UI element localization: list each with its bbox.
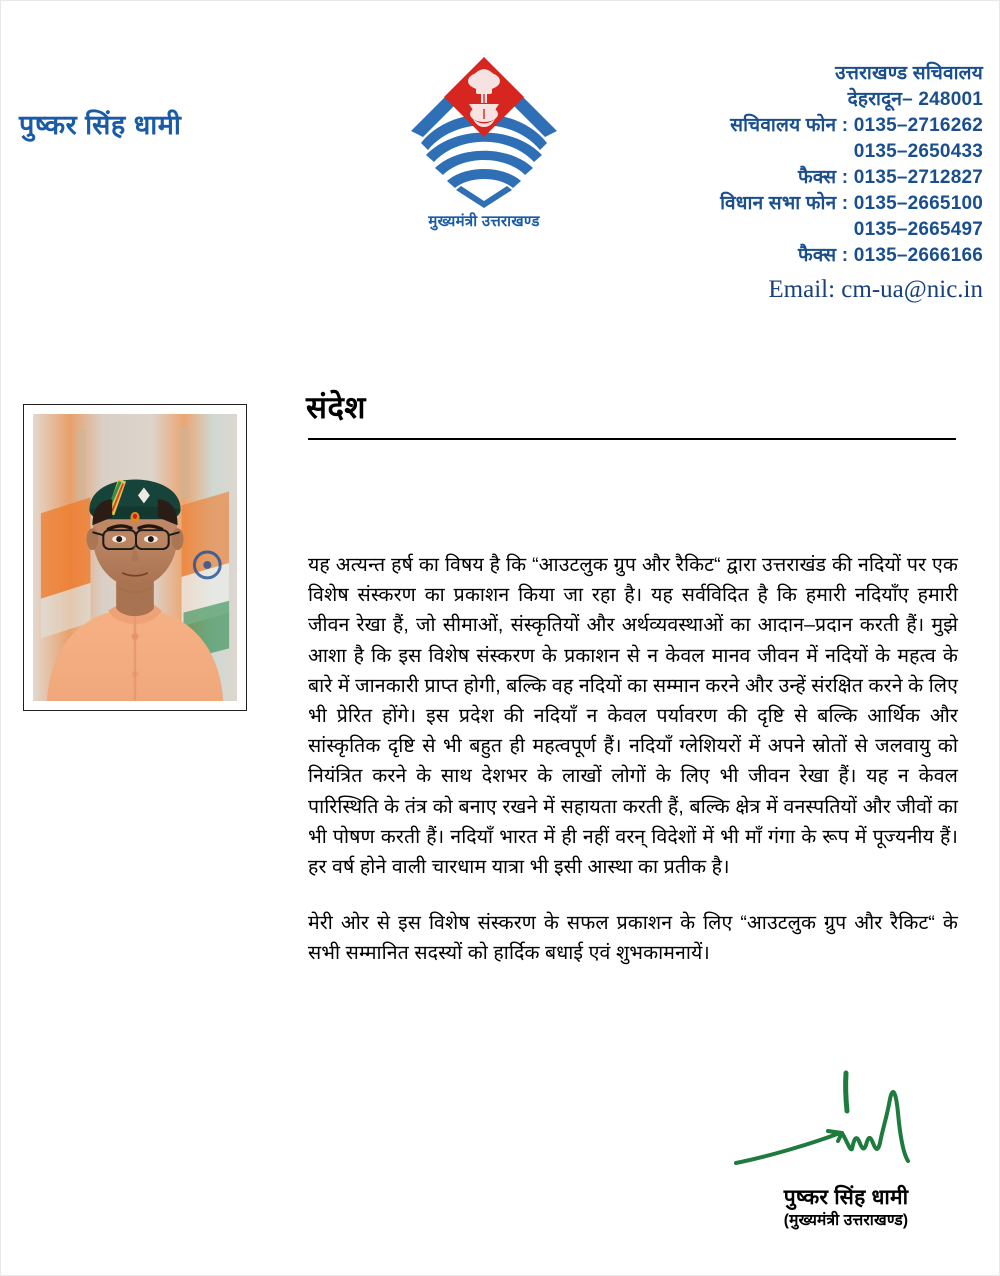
heading-divider: [308, 438, 956, 440]
contact-email[interactable]: Email: cm-ua@nic.in: [768, 276, 983, 303]
signature-block: [701, 1069, 991, 1231]
message-heading: संदेश: [306, 390, 366, 425]
contact-assembly-phone-2: 0135–2665497: [853, 219, 983, 240]
portrait-frame: [23, 404, 247, 711]
signatory-name: पुष्कर सिंह धामी: [783, 1186, 909, 1209]
contact-fax-1: फैक्स : 0135–2712827: [797, 167, 983, 188]
contact-block: [583, 61, 983, 307]
emblem-block: [389, 49, 579, 231]
contact-fax-2: फैक्स : 0135–2666166: [797, 245, 983, 266]
letterhead-header: [1, 1, 1000, 331]
contact-secretariat-phone: सचिवालय फोन : 0135–2716262: [730, 115, 983, 136]
contact-secretariat: उत्तराखण्ड सचिवालय: [835, 63, 983, 84]
contact-city-pin: देहरादून– 248001: [847, 89, 983, 110]
emblem-caption: मुख्यमंत्री उत्तराखण्ड: [428, 213, 540, 230]
chief-minister-portrait: [33, 414, 237, 701]
uttarakhand-government-emblem-icon: [399, 49, 569, 209]
handwritten-signature-icon: [716, 1069, 976, 1189]
message-body: [308, 550, 958, 969]
message-paragraph-1: यह अत्यन्त हर्ष का विषय है कि “आउटलुक ग्रुप और रैकिट“ द्वारा उत्तराखंड की नदियों पर एक विशेष संस्करण का प्रकाशन किया जा रहा है। यह सर्वविदित है कि हमारी नदियाँए हमारी जीवन रेखा हैं, जो सीमाओं, संस्कृतियों और अर्थव्यवस्थाओं का आदान–प्रदान करती हैं। मुझे आशा है कि इस विशेष संस्करण के प्रकाशन से न केवल मानव जीवन में नदियों के महत्व के बारे में जानकारी प्राप्त होगी, बल्कि वह नदियों का सम्मान करने और उन्हें संरक्षित करने के लिए भी प्रेरित होंगे। इस प्रदेश की नदियाँ न केवल पर्यावरण की दृष्टि से बल्कि आर्थिक और सांस्कृतिक दृष्टि से भी बहुत ही महत्वपूर्ण हैं। नदियाँ ग्लेशियरों में अपने स्रोतों से जलवायु को नियंत्रित करने के साथ देशभर के लाखों लोगों के लिए भी जीवन रेखा हैं। यह न केवल पारिस्थिति के तंत्र को बनाए रखने में सहायता करती हैं, बल्कि क्षेत्र में वनस्पतियों और जीवों का भी पोषण करती हैं। नदियाँ भारत में ही नहीं वरन् विदेशों में भी माँ गंगा के रूप में पूज्यनीय हैं। हर वर्ष होने वाली चारधाम यात्रा भी इसी आस्था का प्रतीक है।: [308, 554, 958, 879]
message-paragraph-2: मेरी ओर से इस विशेष संस्करण के सफल प्रकाशन के लिए “आउटलुक ग्रुप और रैकिट“ के सभी सम्मानित सदस्यों को हार्दिक बधाई एवं शुभकामनायें।: [308, 912, 958, 965]
contact-assembly-phone: विधान सभा फोन : 0135–2665100: [720, 193, 983, 214]
chief-minister-name: पुष्कर सिंह धामी: [19, 110, 182, 140]
signatory-designation: (मुख्यमंत्री उत्तराखण्ड): [783, 1212, 909, 1229]
contact-secretariat-phone-2: 0135–2650433: [853, 141, 983, 162]
